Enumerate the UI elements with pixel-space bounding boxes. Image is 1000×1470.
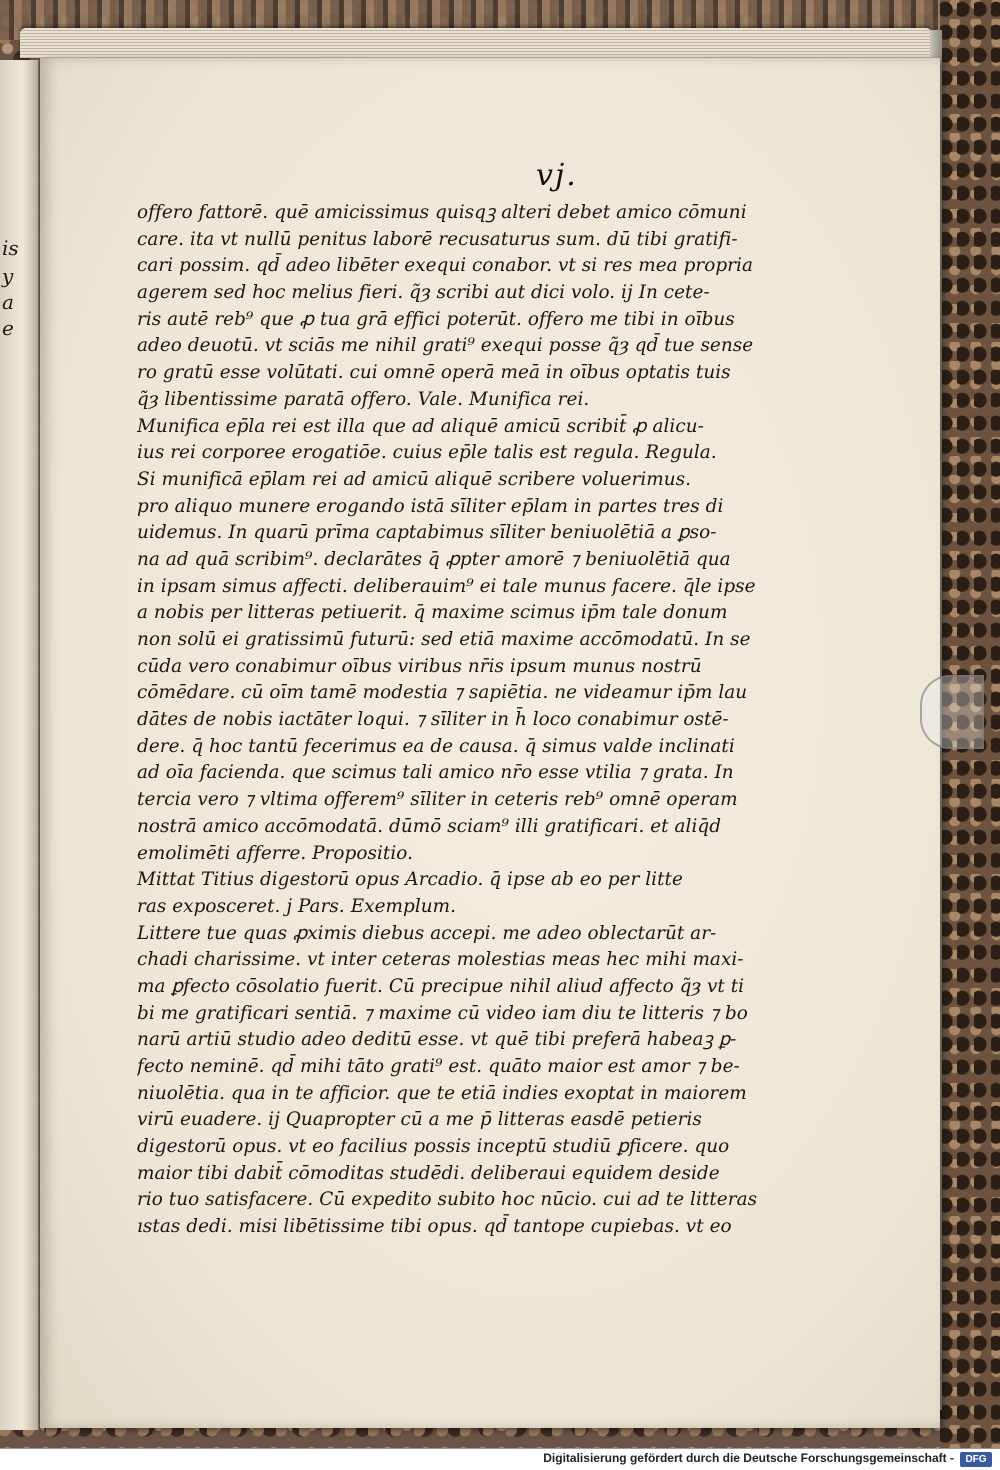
text-line: cūda vero conabimur oībus viribus nr̄is ipsum munus nostrū xyxy=(137,655,702,677)
left-page-fragment: a xyxy=(2,290,14,314)
text-line: uidemus. In quarū prīma captabimus sīliter beniuolētiā a ꝑso- xyxy=(137,522,717,544)
text-line: na ad quā scribim⁹. declarātes q̄ ꝓpter amorē ⁊ beniuolētiā qua xyxy=(137,548,731,570)
text-line: ro gratū esse volūtati. cui omnē operā meā in oībus optatis tuis xyxy=(137,362,731,384)
text-line: care. ita vt nullū penitus laborē recusaturus sum. dū tibi gratifi- xyxy=(137,228,738,250)
text-line: non solū ei gratissimū futurū: sed etiā maxime accōmodatū. In se xyxy=(137,629,751,650)
text-line: niuolētia. qua in te afficior. que te etiā indies exoptat in maiorem xyxy=(137,1082,747,1104)
text-line: a nobis per litteras petiuerit. q̄ maxime scimus ip̄m tale donum xyxy=(137,602,728,624)
text-line: ius rei corporee erogatiōe. cuius ep̄le talis est regula. Regula. xyxy=(137,442,717,464)
text-line: cari possim. qd̄ adeo libēter exequi conabor. vt si res mea propria xyxy=(137,255,753,277)
text-line: ris autē reb⁹ que ꝓ tua grā effici poterūt. offero me tibi in oībus xyxy=(137,308,735,330)
text-line: ad oīa facienda. que scimus tali amico nr̄o esse vtilia ⁊ grata. In xyxy=(137,762,734,784)
folio-number: vj. xyxy=(536,158,578,193)
book-page xyxy=(40,58,940,1428)
text-line: ras exposceret. j Pars. Exemplum. xyxy=(137,895,457,917)
dfg-logo-icon: DFG xyxy=(960,1452,992,1467)
left-page-fragment: e xyxy=(2,316,14,340)
text-line: pro aliquo munere erogando istā sīliter ep̄lam in partes tres di xyxy=(137,495,724,517)
text-block xyxy=(137,200,809,1241)
text-line: fecto neminē. qd̄ mihi tāto grati⁹ est. quāto maior est amor ⁊ be- xyxy=(137,1056,740,1077)
text-line: virū euadere. ij Quapropter cū a me p̄ litteras easdē petieris xyxy=(137,1109,702,1131)
text-line: ma ꝑfecto cōsolatio fuerit. Cū precipue nihil aliud affecto q̃ȝ vt ti xyxy=(137,975,745,997)
funding-credit: Digitalisierung gefördert durch die Deutsche Forschungsgemeinschaft - xyxy=(543,1451,954,1465)
text-line: Littere tue quas ꝓximis diebus accepi. me adeo oblectarūt ar- xyxy=(137,922,717,944)
clamp-tab xyxy=(920,675,984,749)
left-page-fragment: is xyxy=(2,236,19,260)
text-line: dere. q̄ hoc tantū fecerimus ea de causa. q̄ simus valde inclinati xyxy=(137,735,735,757)
text-line: agerem sed hoc melius fieri. q̃ȝ scribi aut dici volo. ij In cete- xyxy=(137,282,710,304)
text-line: emolimēti afferre. Propositio. xyxy=(137,842,413,864)
page-edges xyxy=(20,28,932,58)
text-line: nostrā amico accōmodatā. dūmō sciam⁹ illi gratificari. et aliq̄d xyxy=(137,815,722,837)
text-line: narū artiū studio adeo deditū esse. vt quē tibi preferā habeaꝫ ꝑ- xyxy=(137,1029,737,1051)
text-line: Si munificā ep̄lam rei ad amicū aliquē scribere voluerimus. xyxy=(137,468,692,490)
left-facing-page xyxy=(0,60,39,1430)
text-line: cōmēdare. cū oīm tamē modestia ⁊ sapiētia. ne videamur ip̄m lau xyxy=(137,682,748,704)
footer-bar xyxy=(0,1448,1000,1470)
text-line: q̃ȝ libentissime paratā offero. Vale. Munifica rei. xyxy=(137,388,590,410)
text-line: ıstas dedi. misi libētissime tibi opus. qd̄ tantope cupiebas. vt eo xyxy=(137,1216,732,1238)
text-line: adeo deuotū. vt sciās me nihil grati⁹ exequi posse q̃ȝ qd̄ tue sense xyxy=(137,335,754,357)
text-line: tercia vero ⁊ vltima offerem⁹ sīliter in ceteris reb⁹ omnē operam xyxy=(137,789,738,811)
text-line: dātes de nobis iactāter loqui. ⁊ sīliter in h̄ loco conabimur ostē- xyxy=(137,709,729,731)
text-line: bi me gratificari sentiā. ⁊ maxime cū video iam diu te litteris ⁊ bo xyxy=(137,1002,748,1024)
text-line: offero fattorē. quē amicissimus quisqꝫ alteri debet amico cōmuni xyxy=(137,202,747,223)
text-line: Mittat Titius digestorū opus Arcadio. q̄ ipse ab eo per litte xyxy=(137,869,683,891)
text-line: Munifica ep̄la rei est illa que ad aliquē amicū scribit̄ ꝓ alicu- xyxy=(137,415,704,437)
left-page-fragment: y xyxy=(2,264,14,288)
text-line: digestorū opus. vt eo facilius possis inceptū studiū ꝑficere. quo xyxy=(137,1136,730,1158)
text-line: in ipsam simus affecti. deliberauim⁹ ei tale munus facere. q̄le ipse xyxy=(137,575,756,597)
text-line: chadi charissime. vt inter ceteras molestias meas hec mihi maxi- xyxy=(137,949,744,971)
text-line: rio tuo satisfacere. Cū expedito subito hoc nūcio. cui ad te litteras xyxy=(137,1189,758,1211)
text-line: maior tibi dabit̄ cōmoditas studēdi. deliberaui equidem deside xyxy=(137,1162,720,1184)
